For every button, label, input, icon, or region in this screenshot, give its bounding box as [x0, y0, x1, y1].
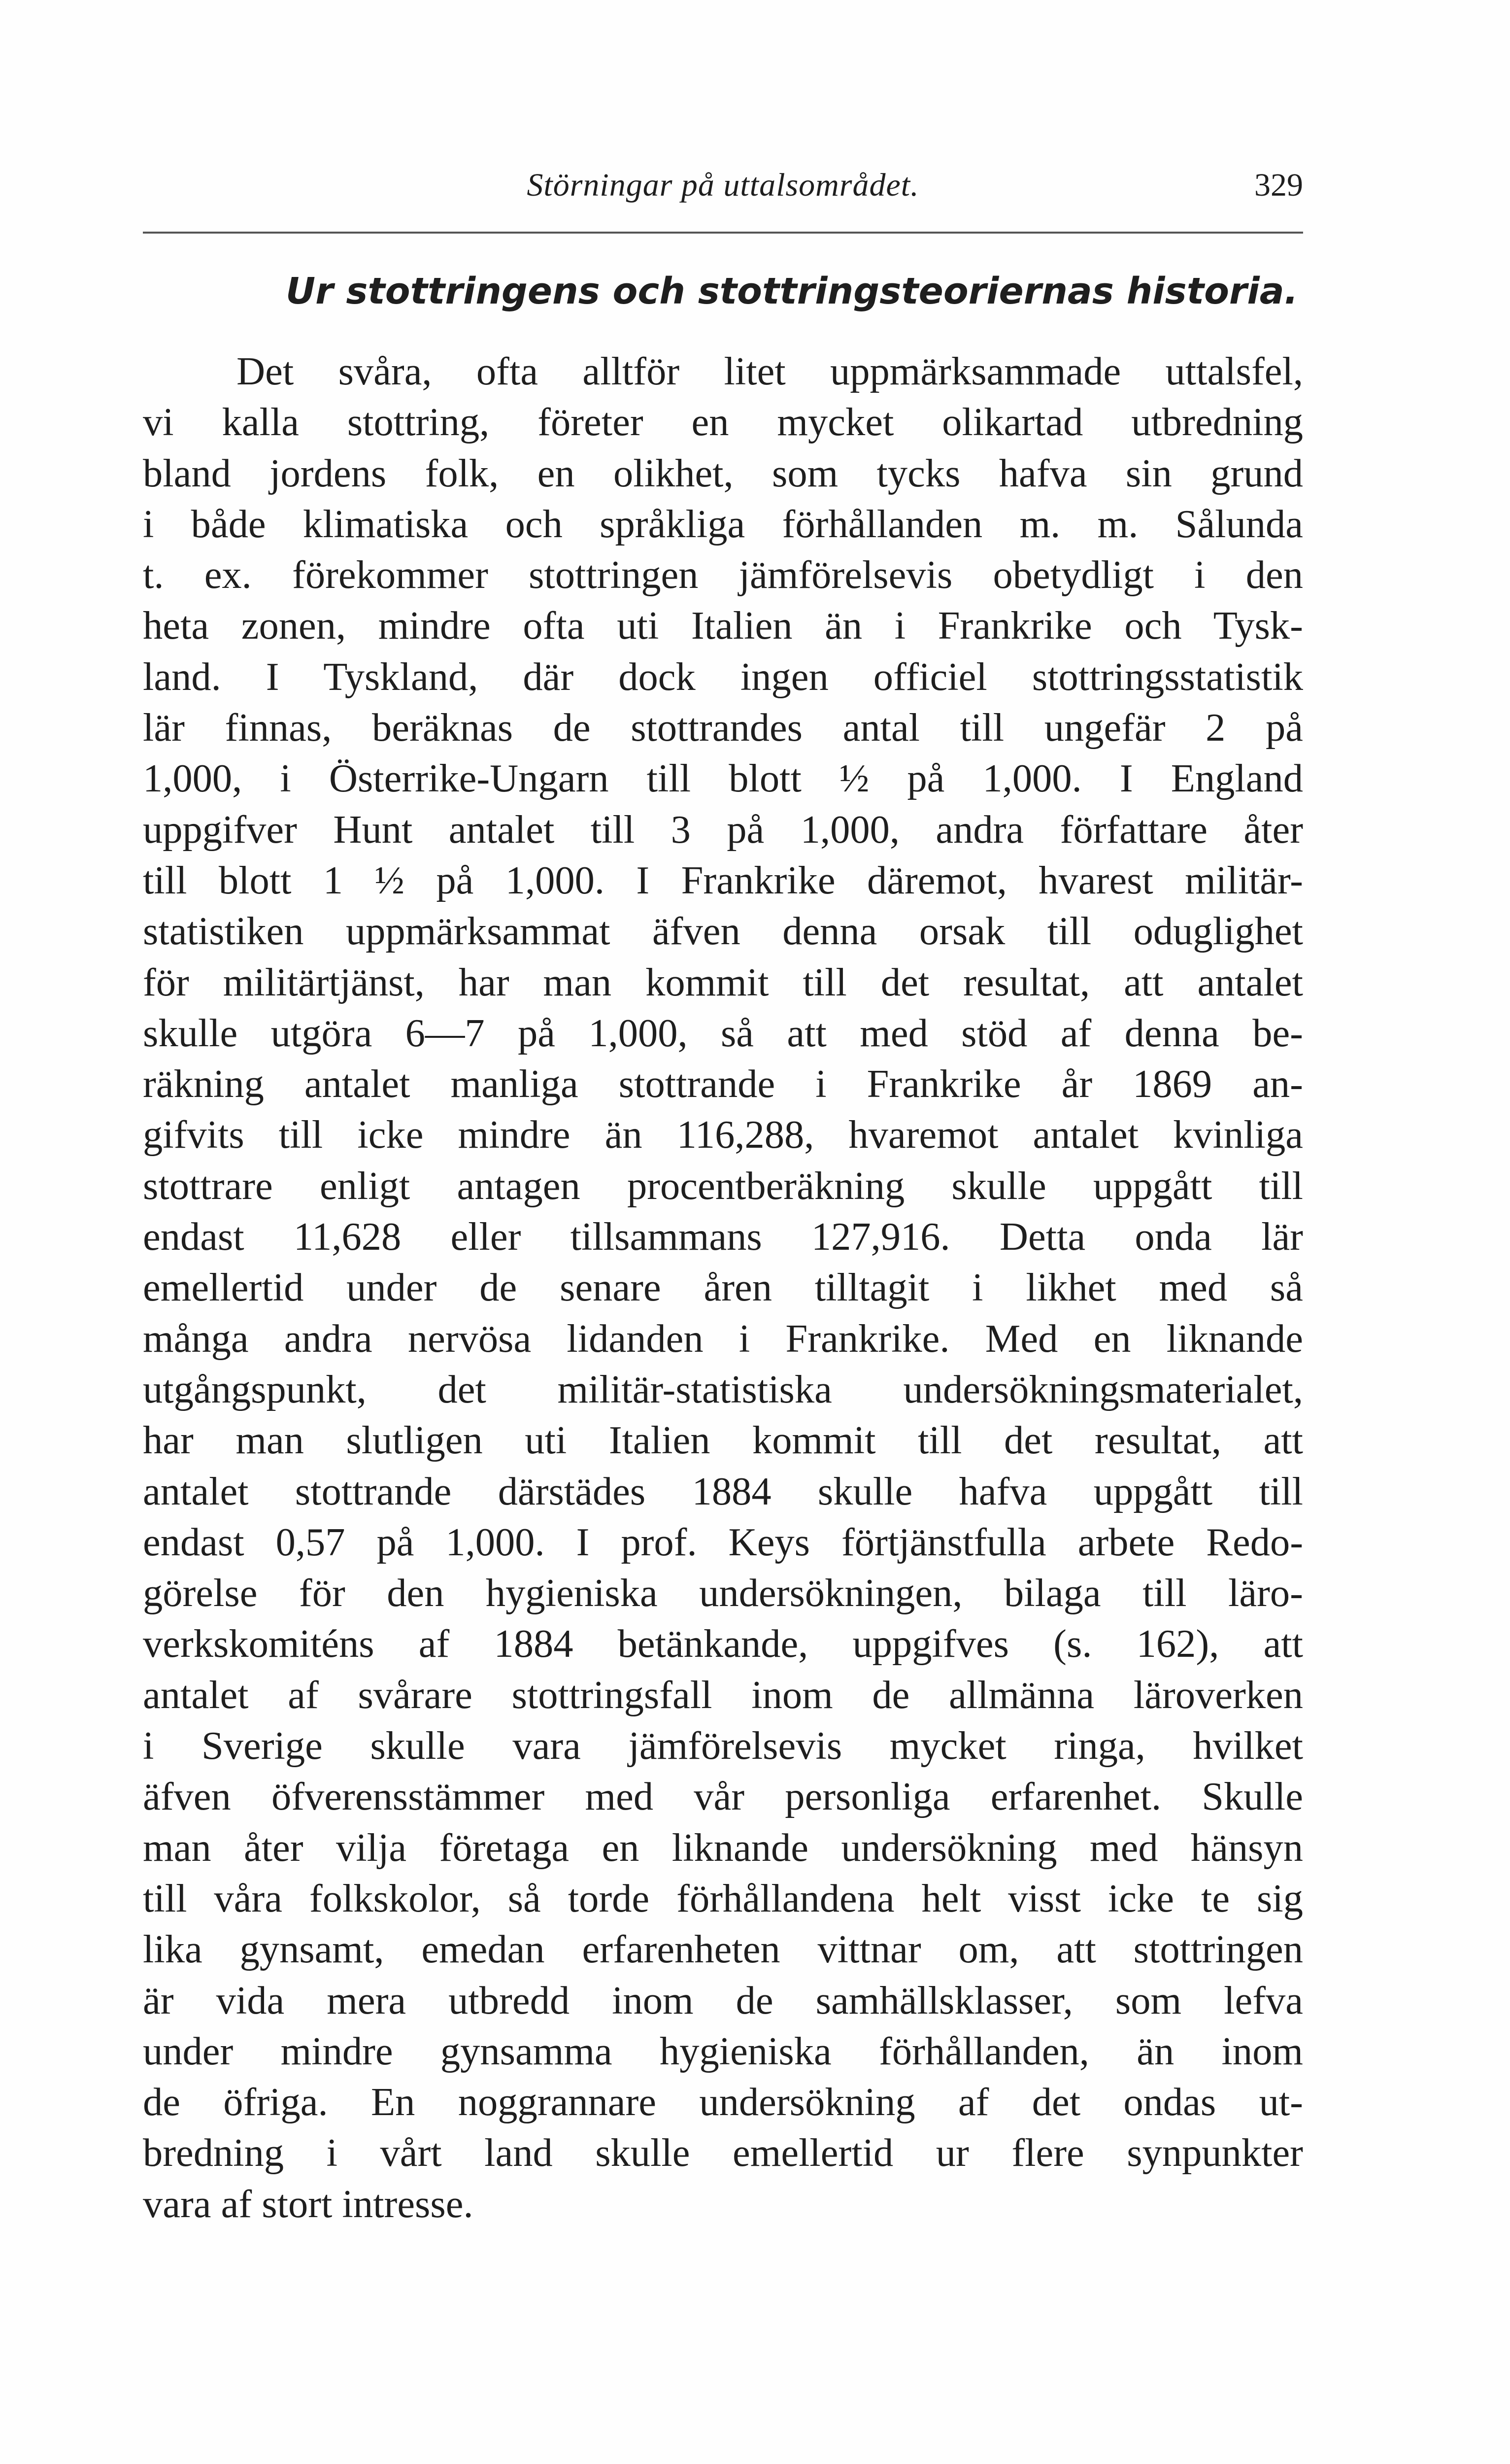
text-line: har man slutligen uti Italien kommit till det resultat, att: [143, 1418, 1303, 1463]
text-line: skulle utgöra 6—7 på 1,000, så att med stöd af denna be-: [143, 1011, 1303, 1055]
text-line: till våra folkskolor, så torde förhållandena helt visst icke te sig: [143, 1876, 1303, 1920]
page-number: 329: [1254, 167, 1303, 203]
text-line: gifvits till icke mindre än 116,288, hvaremot antalet kvinliga: [143, 1113, 1303, 1157]
text-line: heta zonen, mindre ofta uti Italien än i Frankrike och Tysk-: [143, 604, 1303, 648]
text-line: i Sverige skulle vara jämförelsevis mycket ringa, hvilket: [143, 1724, 1303, 1768]
text-line: antalet stottrande därstädes 1884 skulle hafva uppgått till: [143, 1469, 1303, 1513]
text-line: lika gynsamt, emedan erfarenheten vittnar om, att stottringen: [143, 1927, 1303, 1972]
text-line: räkning antalet manliga stottrande i Frankrike år 1869 an-: [143, 1062, 1303, 1106]
text-line: Det svåra, ofta alltför litet uppmärksammade uttalsfel,: [236, 349, 1303, 393]
text-line: t. ex. förekommer stottringen jämförelsevis obetydligt i den: [143, 553, 1303, 597]
text-line: är vida mera utbredd inom de samhällsklasser, som lefva: [143, 1978, 1303, 2022]
running-title: Störningar på uttalsområdet.: [527, 167, 919, 203]
text-line: bland jordens folk, en olikhet, som tycks hafva sin grund: [143, 451, 1303, 495]
text-line: många andra nervösa lidanden i Frankrike. Med en liknande: [143, 1316, 1303, 1361]
text-line: äfven öfverensstämmer med vår personliga erfarenhet. Skulle: [143, 1775, 1303, 1819]
text-line: 1,000, i Österrike-Ungarn till blott ½ på 1,000. I England: [143, 756, 1303, 801]
text-line: för militärtjänst, har man kommit till det resultat, att antalet: [143, 960, 1303, 1004]
text-line: vi kalla stottring, företer en mycket olikartad utbredning: [143, 400, 1303, 445]
text-line: antalet af svårare stottringsfall inom de allmänna läroverken: [143, 1673, 1303, 1717]
text-line: lär finnas, beräknas de stottrandes antal till ungefär 2 på: [143, 706, 1303, 750]
text-line: endast 0,57 på 1,000. I prof. Keys förtjänstfulla arbete Redo-: [143, 1520, 1303, 1564]
text-line: uppgifver Hunt antalet till 3 på 1,000, andra författare åter: [143, 807, 1303, 852]
text-line: utgångspunkt, det militär-statistiska undersökningsmaterialet,: [143, 1367, 1303, 1411]
text-line: vara af stort intresse.: [143, 2182, 473, 2226]
section-heading: Ur stottringens och stottringsteoriernas historia.: [286, 270, 1298, 312]
text-line: stottrare enligt antagen procentberäkning skulle uppgått till: [143, 1164, 1303, 1208]
text-line: bredning i vårt land skulle emellertid ur flere synpunkter: [143, 2131, 1303, 2175]
text-line: verkskomiténs af 1884 betänkande, uppgifves (s. 162), att: [143, 1622, 1303, 1666]
text-line: land. I Tyskland, där dock ingen officiel stottringsstatistik: [143, 654, 1303, 699]
body-paragraph: [143, 346, 1303, 2229]
text-line: statistiken uppmärksammat äfven denna orsak till oduglighet: [143, 909, 1303, 954]
text-line: under mindre gynsamma hygieniska förhållanden, än inom: [143, 2029, 1303, 2073]
text-line: endast 11,628 eller tillsammans 127,916. Detta onda lär: [143, 1215, 1303, 1259]
text-line: i både klimatiska och språkliga förhållanden m. m. Sålunda: [143, 502, 1303, 546]
text-line: man åter vilja företaga en liknande undersökning med hänsyn: [143, 1825, 1303, 1870]
text-line: till blott 1 ½ på 1,000. I Frankrike däremot, hvarest militär-: [143, 858, 1303, 902]
text-line: de öfriga. En noggrannare undersökning af det ondas ut-: [143, 2080, 1303, 2124]
text-line: görelse för den hygieniska undersökningen, bilaga till läro-: [143, 1571, 1303, 1615]
header-divider: [143, 232, 1303, 234]
text-line: emellertid under de senare åren tilltagit i likhet med så: [143, 1266, 1303, 1310]
page-header: [143, 158, 1303, 207]
